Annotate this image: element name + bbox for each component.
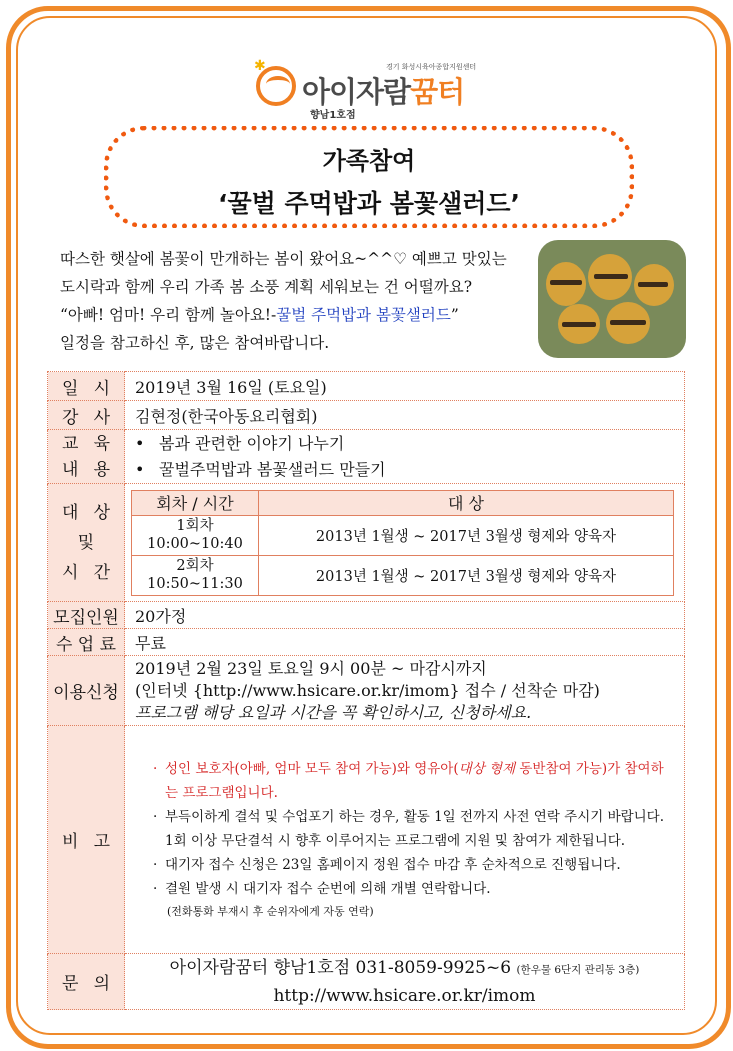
label-target: 대 상 및 시 간 (48, 484, 125, 602)
intro-line-4: 일정을 참고하신 후, 많은 참여바랍니다. (60, 334, 330, 352)
row-notes (48, 726, 685, 954)
apply-url-line: (인터넷 {http://www.hsicare.or.kr/imom} 접수 / 선착순 마감) (135, 680, 600, 700)
label-apply: 이용신청 (48, 656, 125, 726)
intro-line-3: “아빠! 엄마! 우리 함께 놀아요!-꿀벌 주먹밥과 봄꽃샐러드” (60, 306, 459, 324)
label-date: 일 시 (48, 372, 125, 401)
title-line-2: ‘꿀벌 주먹밥과 봄꽃샐러드’ (217, 189, 521, 218)
label-content: 교 육 내 용 (48, 430, 125, 484)
value-fee: 무료 (125, 629, 685, 656)
header-target: 대 상 (259, 490, 674, 515)
value-contact: 아이자람꿈터 향남1호점 031-8059-9925~6 (한우물 6단지 관리동 3층) http://www.hsicare.or.kr/imom (125, 954, 685, 1010)
session-row: 1회차 10:00~10:40 2013년 1월생 ~ 2017년 3월생 형제와 양육자 (132, 515, 674, 555)
row-target (48, 484, 685, 602)
row-instructor (48, 401, 685, 430)
value-capacity: 20가정 (125, 602, 685, 629)
value-content (125, 430, 685, 484)
logo-org: 경기 화성시육아종합지원센터 (386, 63, 477, 71)
info-table (47, 371, 685, 1010)
session-row: 2회차 10:50~11:30 2013년 1월생 ~ 2017년 3월생 형제와 양육자 (132, 555, 674, 595)
value-target (125, 484, 685, 602)
note-item: · 대기자 접수 신청은 23일 홈페이지 정원 접수 마감 후 순차적으로 진행됩니다. (153, 853, 674, 877)
note-sub: (전화통화 부재시 후 순위자에게 자동 연락) (167, 904, 374, 918)
session-table (131, 490, 674, 596)
header-session-time: 회차 / 시간 (132, 490, 259, 515)
label-fee: 수 업 료 (48, 629, 125, 656)
row-contact (48, 954, 685, 1010)
value-notes (125, 726, 685, 954)
note-item: · 성인 보호자(아빠, 엄마 모두 참여 가능)와 영유아(대상 형제 동반참여 가능)가 참여하는 프로그램입니다. (153, 757, 674, 805)
intro-text (60, 245, 530, 357)
intro-line-2: 도시락과 함께 우리 가족 봄 소풍 계획 세워보는 건 어떨까요? (60, 278, 473, 296)
row-apply (48, 656, 685, 726)
child-face-icon (256, 66, 296, 106)
contact-url[interactable]: http://www.hsicare.or.kr/imom (273, 985, 536, 1006)
label-capacity: 모집인원 (48, 602, 125, 629)
label-notes: 비 고 (48, 726, 125, 954)
label-contact: 문 의 (48, 954, 125, 1010)
row-date (48, 372, 685, 401)
title-line-1: 가족참여 (322, 147, 416, 175)
row-fee (48, 629, 685, 656)
note-item: · 결원 발생 시 대기자 접수 순번에 의해 개별 연락합니다. (153, 877, 674, 901)
logo-name: 아이자람꿈터 (302, 75, 465, 109)
value-date: 2019년 3월 16일 (토요일) (125, 372, 685, 401)
row-content (48, 430, 685, 484)
star-icon: ✱ (254, 58, 266, 74)
logo-branch: 향남1호점 (310, 110, 356, 121)
center-logo (250, 58, 490, 128)
title-box (104, 126, 634, 228)
note-item: · 부득이하게 결석 및 수업포기 하는 경우, 활동 1일 전까지 사전 연락 주시기 바랍니다. 1회 이상 무단결석 시 향후 이루어지는 프로그램에 지원 및 참여가 제한됩니다. (153, 805, 674, 853)
value-instructor: 김현정(한국아동요리협회) (125, 401, 685, 430)
label-instructor: 강 사 (48, 401, 125, 430)
intro-line-1: 따스한 햇살에 봄꽃이 만개하는 봄이 왔어요~^^♡ 예쁘고 맛있는 (60, 250, 507, 268)
content-item: • 봄과 관련한 이야기 나누기 (135, 431, 674, 457)
bee-riceball-photo (538, 240, 686, 358)
row-capacity (48, 602, 685, 629)
value-apply: 2019년 2월 23일 토요일 9시 00분 ~ 마감시까지 (인터넷 {http://www.hsicare.or.kr/imom} 접수 / 선착순 마감) 프로그램 해당 요일과 시간을 꼭 확인하시고, 신청하세요. (125, 656, 685, 726)
content-item: • 꿀벌주먹밥과 봄꽃샐러드 만들기 (135, 457, 674, 483)
